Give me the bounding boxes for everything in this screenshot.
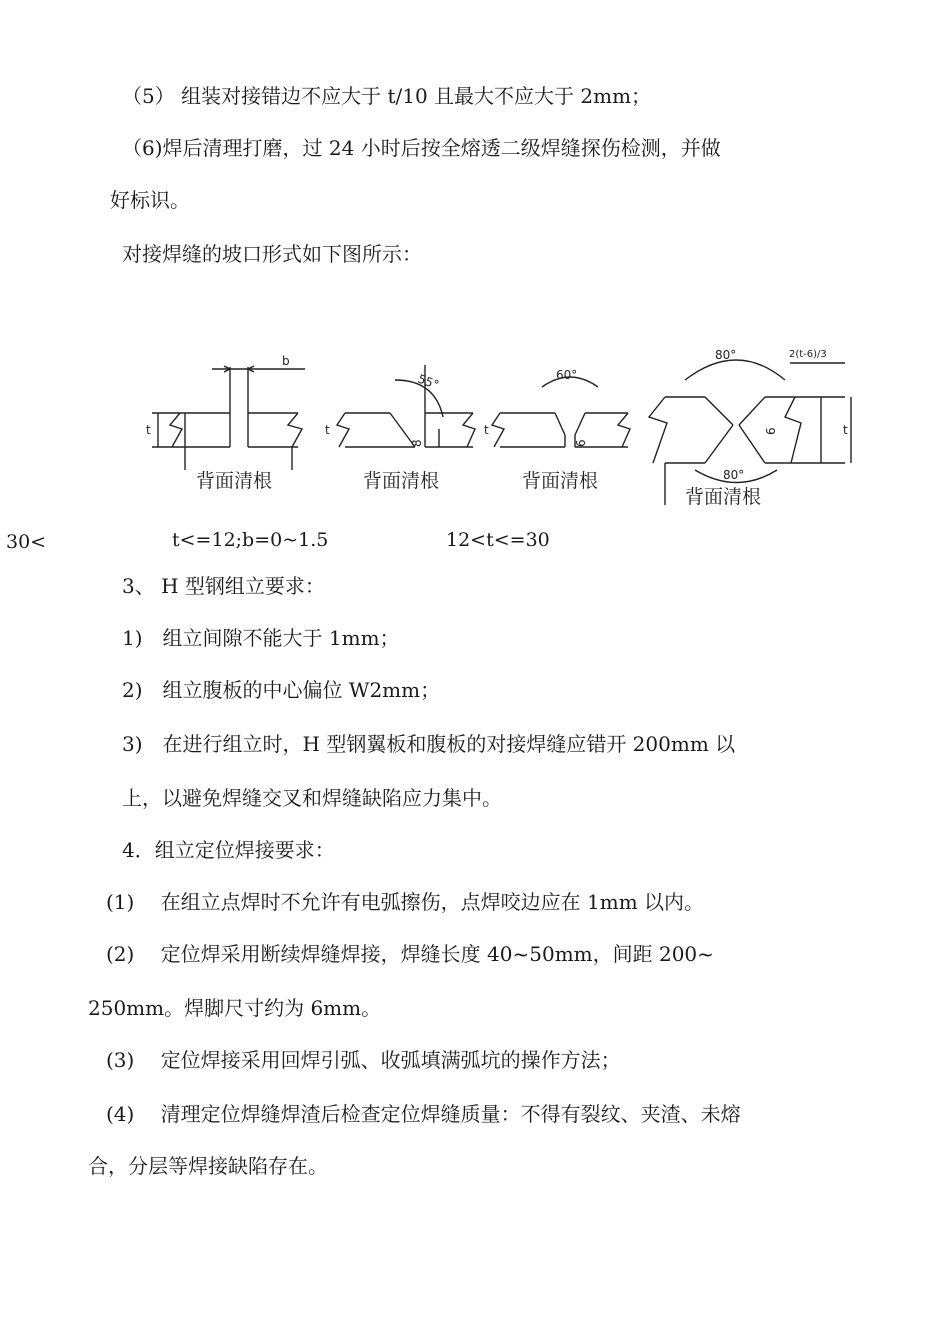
groove-single-bevel: [325, 365, 475, 492]
svg-text:8: 8: [410, 439, 424, 447]
groove-double-v: [649, 348, 851, 508]
svg-text:6: 6: [574, 439, 588, 447]
svg-text:60°: 60°: [556, 368, 578, 382]
text-line-7: 2) 组立腹板的中心偏位 W2mm；: [122, 678, 441, 702]
svg-text:2(t-6)/3: 2(t-6)/3: [789, 349, 827, 360]
svg-text:6: 6: [764, 427, 778, 435]
text-line-15: (4) 清理定位焊缝焊渣后检查定位焊缝质量：不得有裂纹、夹渣、未熔: [106, 1102, 741, 1126]
svg-text:t: t: [325, 423, 330, 437]
text-line-5: 3、 H 型钢组立要求：: [122, 574, 325, 598]
svg-text:t: t: [484, 423, 489, 437]
svg-text:背面清根: 背面清根: [685, 486, 762, 508]
groove-single-v: [484, 368, 630, 492]
text-line-13: 250mm。焊脚尺寸约为 6mm。: [88, 996, 382, 1020]
svg-text:b: b: [282, 354, 290, 368]
text-line-12: (2) 定位焊采用断续焊缝焊接，焊缝长度 40~50mm，间距 200~: [106, 942, 714, 966]
svg-text:80°: 80°: [723, 468, 745, 482]
svg-text:背面清根: 背面清根: [522, 470, 599, 492]
svg-text:背面清根: 背面清根: [196, 470, 273, 492]
svg-text:t: t: [843, 423, 848, 437]
svg-text:80°: 80°: [715, 348, 737, 362]
text-line-10: 4．组立定位焊接要求：: [122, 838, 335, 862]
text-line-8: 3) 在进行组立时，H 型钢翼板和腹板的对接焊缝应错开 200mm 以: [122, 732, 736, 756]
svg-text:背面清根: 背面清根: [363, 470, 440, 492]
text-line-1: （5） 组装对接错边不应大于 t/10 且最大不应大于 2mm；: [122, 84, 652, 108]
svg-text:t: t: [146, 423, 151, 437]
groove-square-butt: [146, 354, 305, 492]
caption-mid-plate: 12<t<=30: [446, 529, 550, 551]
text-line-4: 对接焊缝的坡口形式如下图所示：: [122, 242, 422, 266]
svg-text:55°: 55°: [415, 371, 441, 393]
text-line-9: 上，以避免焊缝交叉和焊缝缺陷应力集中。: [122, 786, 502, 810]
text-line-16: 合，分层等焊接缺陷存在。: [88, 1154, 328, 1178]
caption-thin-plate: t<=12;b=0~1.5: [172, 529, 329, 551]
text-line-3: 好标识。: [110, 188, 190, 212]
groove-diagram: [130, 335, 870, 515]
text-line-14: (3) 定位焊接采用回焊引弧、收弧填满弧坑的操作方法；: [106, 1048, 621, 1072]
caption-cut-left: 30<: [6, 531, 47, 553]
text-line-11: (1) 在组立点焊时不允许有电弧擦伤，点焊咬边应在 1mm 以内。: [106, 890, 705, 914]
text-line-2: （6)焊后清理打磨，过 24 小时后按全熔透二级焊缝探伤检测，并做: [122, 136, 721, 160]
text-line-6: 1) 组立间隙不能大于 1mm；: [122, 626, 400, 650]
